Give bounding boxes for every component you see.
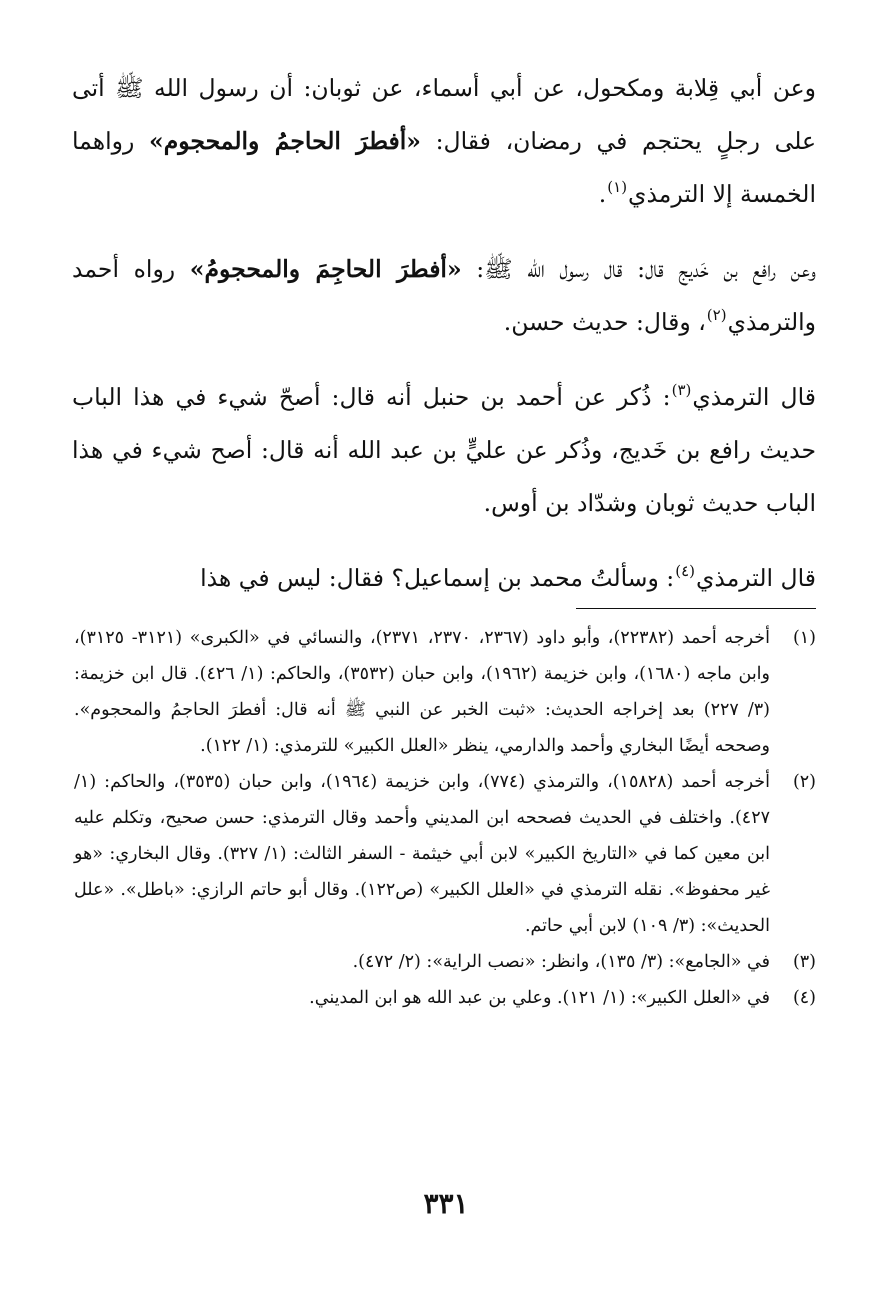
footnote-text: في «العلل الكبير»: (١/ ١٢١). وعلي بن عبد الله هو ابن المديني. [309, 988, 770, 1008]
paragraph-3-text-a: قال الترمذي [692, 383, 816, 411]
footnote-number: (٣) [792, 952, 816, 972]
hadith-quote-2: «أفطرَ الحاجِمَ والمحجومُ» [189, 255, 462, 283]
footnote-number: (٢) [792, 772, 816, 792]
footnote-4 [74, 980, 816, 1016]
paragraph-2-text-c: ، وقال: حديث حسن. [503, 308, 706, 336]
paragraph-1-text-c: . [598, 180, 607, 208]
footnote-number: (٤) [792, 988, 816, 1008]
page-number: ٣٣١ [423, 1187, 469, 1220]
footnote-text: في «الجامع»: (٣/ ١٣٥)، وانظر: «نصب الراية»: (٢/ ٤٧٢). [352, 952, 770, 972]
footnote-1 [74, 620, 816, 764]
hadith-quote-1: «أفطرَ الحاجمُ والمحجوم» [149, 127, 421, 155]
footnote-text: أخرجه أحمد (١٥٨٢٨)، والترمذي (٧٧٤)، وابن خزيمة (١٩٦٤)، وابن حبان (٣٥٣٥)، والحاكم: (١/ ٤٢٧). واختلف في الحديث فصححه ابن المديني وأحمد وقال الترمذي: حسن صحيح، وتكلم عليه ابن معين كما في «التاريخ الكبير» لابن أبي خيثمة - السفر الثالث: (١/ ٣٢٧). وقال البخاري: «هو غير محفوظ». نقله الترمذي في «العلل الكبير» (ص١٢٢). وقال أبو حاتم الرازي: «باطل». «علل الحديث»: (٣/ ١٠٩) لابن أبي حاتم. [74, 772, 770, 936]
paragraph-2 [72, 243, 816, 349]
paragraph-4-text-b: : وسألتُ محمد بن إسماعيل؟ فقال: ليس في هذا [200, 564, 675, 592]
footnote-text: أخرجه أحمد (٢٢٣٨٢)، وأبو داود (٢٣٦٧، ٢٣٧٠، ٢٣٧١)، والنسائي في «الكبرى» (٣١٢١- ٣١٢٥)، وابن ماجه (١٦٨٠)، وابن خزيمة (١٩٦٢)، وابن حبان (٣٥٣٢)، والحاكم: (١/ ٤٢٦). قال ابن خزيمة: (٣/ ٢٢٧) بعد إخراجه الحديث: «ثبت الخبر عن النبي ﷺ أنه قال: أفطرَ الحاجمُ والمحجوم». وصححه أيضًا البخاري وأحمد والدارمي، ينظر «العلل الكبير» للترمذي: (١/ ١٢٢). [74, 628, 770, 756]
paragraph-2-text-a: وعن رافع بن خَديج قال: قال رسول الله ﷺ: [461, 255, 816, 283]
footnote-ref-3[interactable]: (٣) [671, 380, 692, 399]
paragraph-1-text-b: رواهما الخمسة إلا الترمذي [72, 127, 816, 208]
footnote-ref-2[interactable]: (٢) [706, 305, 727, 324]
paragraph-3 [72, 371, 816, 530]
paragraph-4-text-a: قال الترمذي [695, 564, 816, 592]
paragraph-4 [72, 552, 816, 605]
footnote-separator [576, 608, 816, 609]
main-text [72, 62, 816, 605]
paragraph-3-text-b: : ذُكر عن أحمد بن حنبل أنه قال: أصحّ شيء في هذا الباب حديث رافع بن خَديج، وذُكر عن عليٍّ بن عبد الله أنه قال: أصح شيء في هذا الباب حديث ثوبان وشدّاد بن أوس. [72, 383, 816, 517]
paragraph-1 [72, 62, 816, 221]
paragraph-2-text-b: رواه أحمد والترمذي [72, 255, 816, 336]
footnote-2 [74, 764, 816, 944]
footnote-ref-4[interactable]: (٤) [675, 561, 695, 580]
footnote-number: (١) [792, 628, 816, 648]
page-body [72, 62, 816, 605]
footnotes [74, 620, 816, 1016]
footnote-ref-1[interactable]: (١) [607, 177, 628, 196]
footnote-3 [74, 944, 816, 980]
paragraph-1-text-a: وعن أبي قِلابة ومكحول، عن أبي أسماء، عن ثوبان: أن رسول الله ﷺ أتى على رجلٍ يحتجم في رمضان، فقال: [72, 74, 816, 155]
